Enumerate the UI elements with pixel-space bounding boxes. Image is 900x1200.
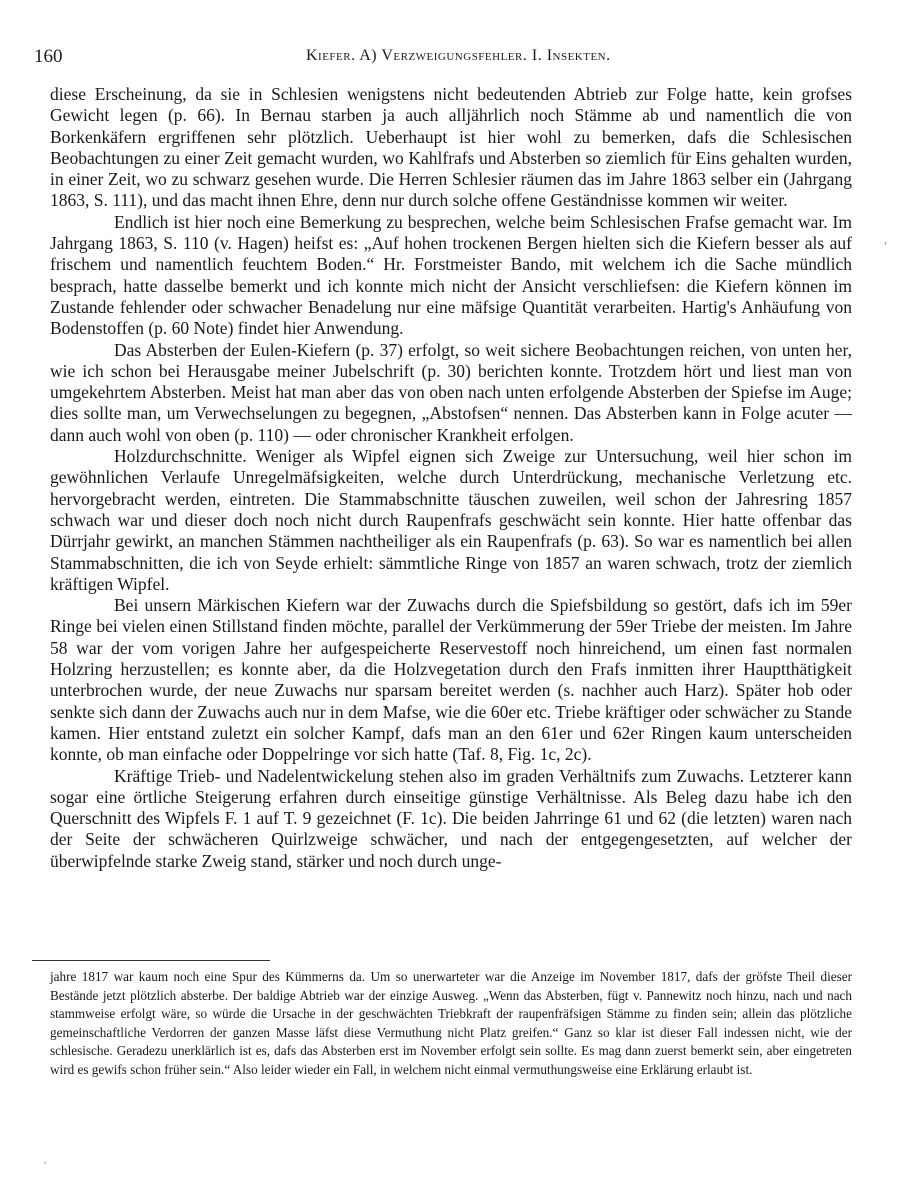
footnote-text: jahre 1817 war kaum noch eine Spur des Kümmerns da. Um so unerwarteter war die Anzeige im November 1817, dafs der gröfste Theil dieser Bestände jetzt plötzlich absterbe. Der baldige Abtrieb war der einzige Ausweg. „Wenn das Absterben, fügt v. Pannewitz noch hinzu, nach und nach stammweise erfolgt wäre, so würde die Ursache in der geschwächten Triebkraft der raupenfräfsigen Stämme zu finden sein; allein das plötzliche gemeinschaftliche Verdorren der ganzen Masse läfst diese Vermuthung nicht Platz greifen.“ Ganz so klar ist dieser Fall indessen nicht, wie der schlesische. Geradezu unerklärlich ist es, dafs das Absterben erst im November erfolgt sein sollte. Es mag dann zuerst bemerkt sein, aber eingetreten wird es gewifs schon früher sein.“ Also leider wieder ein Fall, in welchem nicht einmal vermuthungsweise eine Erklärung erlaubt ist. — [50, 969, 852, 1077]
paragraph-maerkische-kiefern: Bei unsern Märkischen Kiefern war der Zuwachs durch die Spiefsbildung so gestört, dafs ich im 59er Ringe bei vielen einen Stillstand finden möchte, parallel der Verkümmerung der 59er Triebe der meisten. Im Jahre 58 war der vom vorigen Jahre her aufgespeicherte Reservestoff noch hinreichend, um einen fast normalen Holzring herzustellen; es konnte aber, da die Holzvegetation durch den Frafs inmitten ihrer Hauptthätigkeit unterbrochen wurde, der neue Zuwachs nur sparsam bereitet werden (s. nachher auch Harz). Später hob oder senkte sich dann der Zuwachs auch nur in dem Mafse, wie die 60er etc. Triebe kräftiger oder schwächer zu Stande kamen. Hier entstand zuletzt ein solcher Kampf, dafs man an den 61er und 62er Ringen kaum unterscheiden konnte, ob man einfache oder Doppelringe vor sich hatte (Taf. 8, Fig. 1c, 2c). — [50, 595, 852, 765]
margin-speck: ' — [44, 1158, 47, 1172]
footnote-block — [50, 968, 852, 1079]
footnote-rule — [32, 960, 270, 961]
paragraph-continuation: diese Erscheinung, da sie in Schlesien wenigstens nicht bedeutenden Abtrieb zur Folge hatte, kein grofses Gewicht legen (p. 66). In Bernau starben ja auch alljährlich noch Stämme ab und namentlich die von Borkenkäfern ergriffenen sehr plötzlich. Ueberhaupt ist hier wohl zu bemerken, dafs die Schlesischen Beobachtungen zu einer Zeit gemacht wurden, wo Kahlfrafs und Absterben so ziemlich für Eins gehalten wurden, in einer Zeit, wo zu schwarz gesehen wurde. Die Herren Schlesier räumen das im Jahre 1863 selber ein (Jahrgang 1863, S. 111), und das macht ihnen Ehre, denn nur durch solche offene Geständnisse kommen wir weiter. — [50, 84, 852, 211]
paragraph-schlesischer-frass: Endlich ist hier noch eine Bemerkung zu besprechen, welche beim Schlesischen Frafse gemacht war. Im Jahrgang 1863, S. 110 (v. Hagen) heifst es: „Auf hohen trockenen Bergen hielten sich die Kiefern besser als auf frischem und namentlich feuchtem Boden.“ Hr. Forstmeister Bando, mit welchem ich die Sache mündlich besprach, hatte dasselbe bemerkt und ich konnte mich nicht der Ansicht verschliefsen: die Kiefern können im Zustande fehlender oder schwacher Benadelung nur eine mäfsige Quantität verarbeiten. Hartig's Anhäufung von Bodenstoffen (p. 60 Note) findet hier Anwendung. — [50, 211, 852, 339]
main-text — [50, 84, 852, 872]
paragraph-holzdurchschnitte: Holzdurchschnitte. Weniger als Wipfel eignen sich Zweige zur Untersuchung, weil hier schon im gewöhnlichen Verlaufe Unregelmäfsigkeiten, welche durch Unterdrückung, mechanische Verletzung etc. hervorgebracht werden, eintreten. Die Stammabschnitte täuschen zuweilen, weil schon der Jahresring 1857 schwach war und dieser doch noch nicht durch Raupenfrafs geschwächt sein konnte. Hier hatte offenbar das Dürrjahr gewirkt, an manchen Stämmen nachtheiliger als ein Raupenfrafs (p. 63). So war es namentlich bei allen Stammabschnitten, die ich von Seyde erhielt: sämmtliche Ringe von 1857 an waren schwach, trotz der ziemlich kräftigen Wipfel. — [50, 446, 852, 594]
paragraph-trieb-entwickelung: Kräftige Trieb- und Nadelentwickelung stehen also im graden Verhältnifs zum Zuwachs. Letzterer kann sogar eine örtliche Steigerung erfahren durch einseitige günstige Verhältnisse. Als Beleg dazu habe ich den Querschnitt des Wipfels F. 1 auf T. 9 gezeichnet (F. 1c). Die beiden Jahrringe 61 und 62 (die letzten) waren nach der Seite der schwächeren Quirlzweige schwächer, und nach der entgegengesetzten, auf welcher der überwipfelnde starke Zweig stand, stärker und noch durch unge- — [50, 765, 852, 871]
margin-speck: , — [884, 232, 887, 246]
running-header — [34, 46, 848, 70]
paragraph-eulen-kiefern: Das Absterben der Eulen-Kiefern (p. 37) erfolgt, so weit sichere Beobachtungen reichen, von unten her, wie ich schon bei Herausgabe meiner Jubelschrift (p. 30) berichten konnte. Trotzdem hört und liest man von umgekehrtem Absterben. Meist hat man aber das von oben nach unten erfolgende Absterben der Spiefse im Auge; dies sollte man, um Verwechselungen zu begegnen, „Abstofsen“ nennen. Das Absterben kann in Folge acuter — dann auch wohl von oben (p. 110) — oder chronischer Krankheit erfolgen. — [50, 339, 852, 445]
page-number: 160 — [34, 46, 63, 67]
running-title: Kiefer. A) Verzweigungsfehler. I. Insekten. — [306, 47, 611, 64]
